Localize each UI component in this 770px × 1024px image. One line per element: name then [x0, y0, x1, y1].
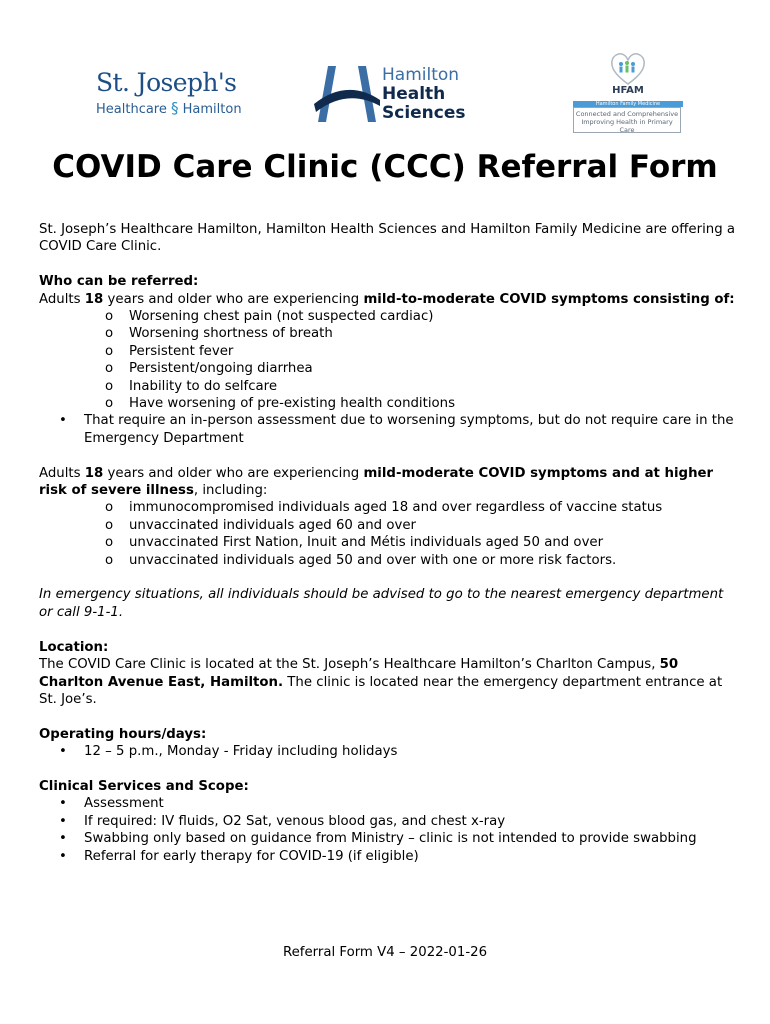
list-item: o Inability to do selfcare — [105, 378, 278, 394]
st-josephs-logo — [96, 68, 242, 124]
st-josephs-logo-subtitle: Healthcare § Hamilton — [96, 99, 242, 117]
list-item: • Assessment — [59, 796, 164, 812]
list-item: o unvaccinated First Nation, Inuit and Métis individuals aged 50 and over — [105, 535, 604, 551]
list-item: o Worsening chest pain (not suspected cardiac) — [105, 309, 434, 325]
list-item: • 12 – 5 p.m., Monday - Friday including holidays — [59, 744, 398, 760]
hfam-logo: HFAM Hamilton Family Medicine Connected and Comprehensive Improving Health in Primary Care — [573, 52, 683, 138]
high-risk-list — [39, 499, 739, 569]
services-list — [39, 795, 739, 865]
location-heading: Location: — [39, 639, 109, 655]
list-item: • Swabbing only based on guidance from Ministry – clinic is not intended to provide swabbing — [59, 831, 697, 847]
services-heading: Clinical Services and Scope: — [39, 778, 249, 794]
st-josephs-mark-icon: § — [171, 99, 179, 117]
hours-heading: Operating hours/days: — [39, 726, 207, 742]
list-item: o immunocompromised individuals aged 18 and over regardless of vaccine status — [105, 500, 663, 516]
heart-people-icon — [610, 52, 646, 86]
list-item: • If required: IV fluids, O2 Sat, venous blood gas, and chest x-ray — [59, 813, 506, 829]
assessment-bullet-list — [39, 412, 739, 447]
who-heading: Who can be referred: — [39, 274, 199, 290]
list-item: • Referral for early therapy for COVID-19 (if eligible) — [59, 848, 419, 864]
location-paragraph: The COVID Care Clinic is located at the St. Joseph’s Healthcare Hamilton’s Charlton Campus, 50 Charlton Avenue East, Hamilton. The clinic is located near the emergency department entrance at St. Joe’s. — [39, 657, 723, 707]
logo-header — [0, 52, 770, 138]
list-item: o Persistent fever — [105, 343, 234, 359]
form-body — [39, 221, 739, 865]
symptom-list — [39, 308, 739, 412]
hours-list — [39, 743, 739, 760]
page-title: COVID Care Clinic (CCC) Referral Form — [52, 149, 718, 185]
emergency-note: In emergency situations, all individuals should be advised to go to the nearest emergency department or call 9-1-1. — [39, 587, 724, 620]
document-footer: Referral Form V4 – 2022-01-26 — [282, 945, 488, 960]
list-item: o Persistent/ongoing diarrhea — [105, 361, 313, 377]
list-item: o unvaccinated individuals aged 60 and over — [105, 517, 416, 533]
criteria-group-2-intro: Adults 18 years and older who are experiencing mild-moderate COVID symptoms and at higher risk of severe illness, including: — [39, 465, 714, 499]
st-josephs-logo-name: St. Joseph's — [96, 68, 237, 97]
list-item: • That require an in-person assessment due to worsening symptoms, but do not require care in the Emergency Department — [59, 413, 734, 446]
hfam-tagline: Connected and Comprehensive Improving Health in Primary Care — [573, 107, 681, 133]
list-item: o Have worsening of pre-existing health conditions — [105, 396, 456, 412]
list-item: o unvaccinated individuals aged 50 and over with one or more risk factors. — [105, 552, 617, 568]
criteria-group-1-intro: Adults 18 years and older who are experiencing mild-to-moderate COVID symptoms consisting of: — [39, 291, 735, 307]
list-item: o Worsening shortness of breath — [105, 326, 333, 342]
hhs-arch-icon — [314, 66, 380, 124]
intro-paragraph: St. Joseph’s Healthcare Hamilton, Hamilton Health Sciences and Hamilton Family Medicine are offering a COVID Care Clinic. — [39, 222, 736, 255]
hamilton-health-sciences-logo: Hamilton Health Sciences — [314, 66, 474, 130]
